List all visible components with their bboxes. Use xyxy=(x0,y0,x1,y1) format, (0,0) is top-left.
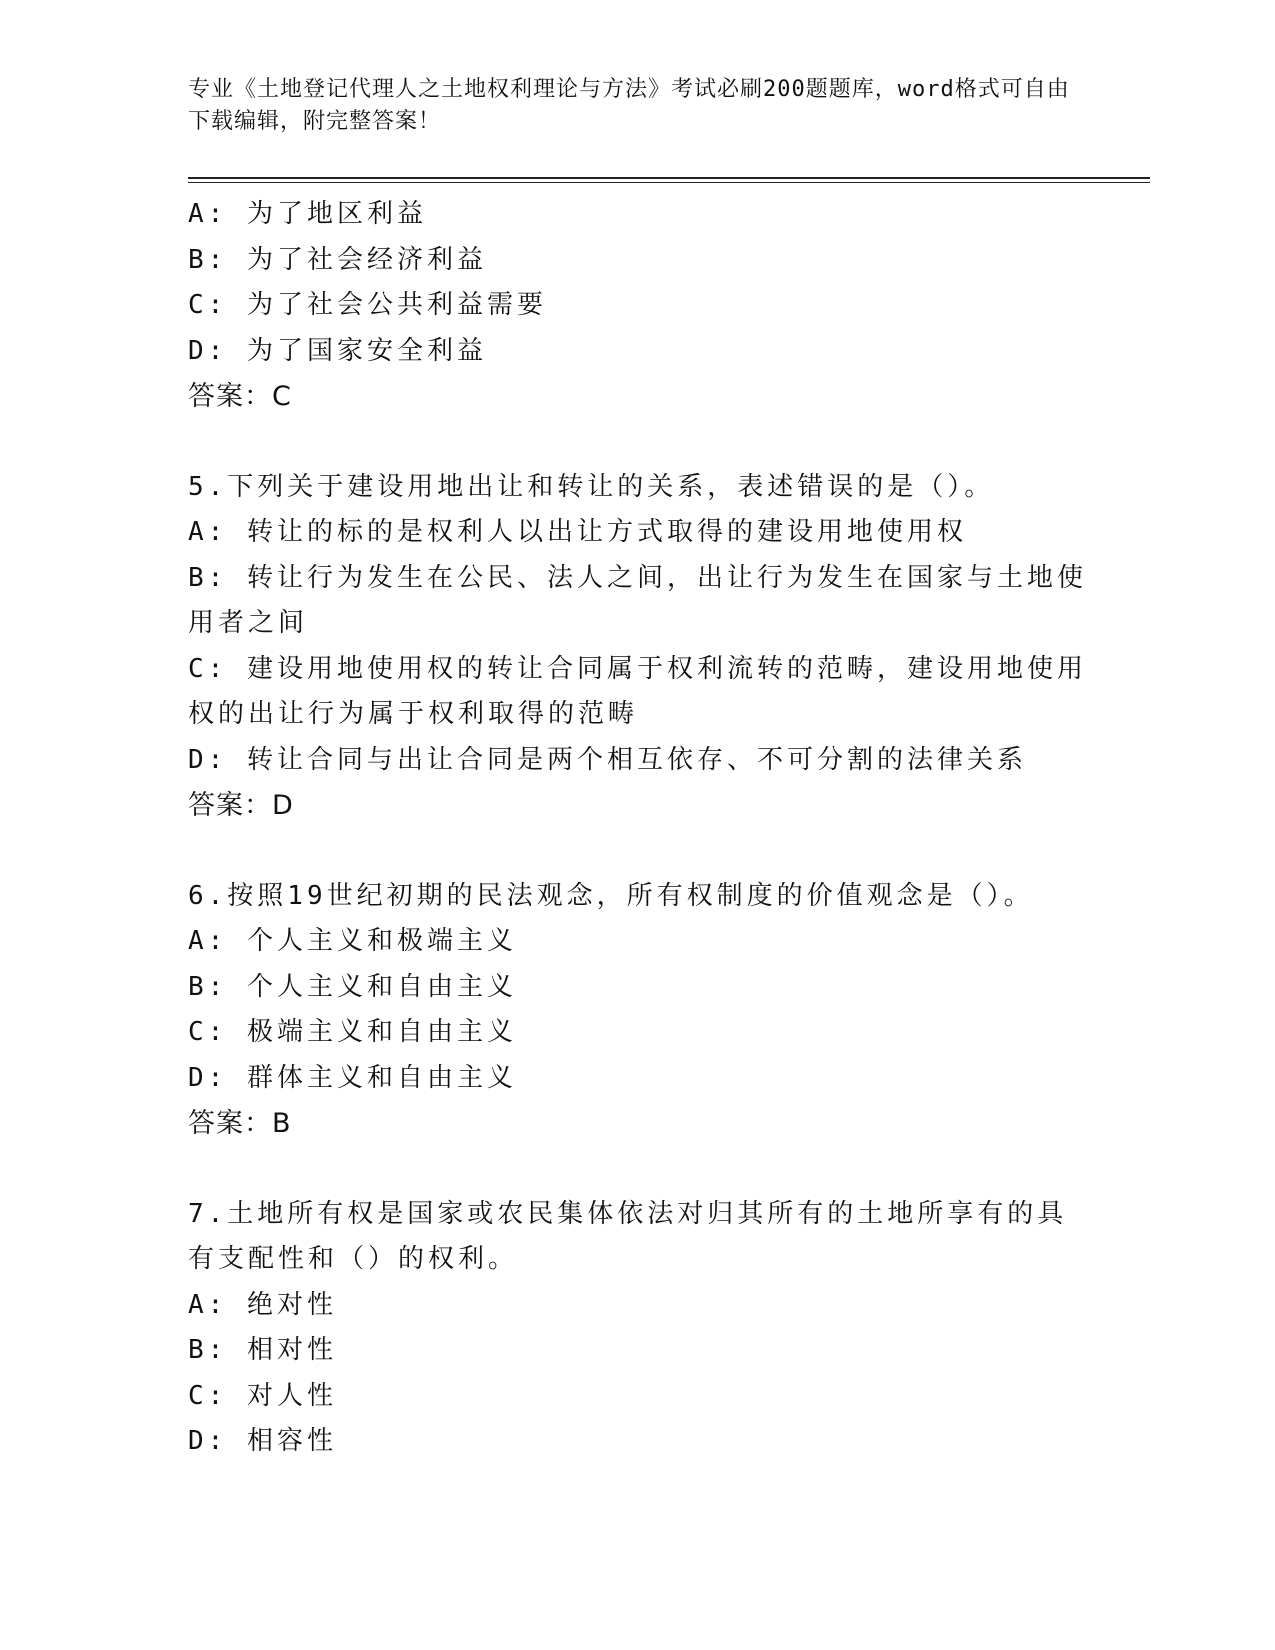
option-c: C: 对人性 xyxy=(188,1380,337,1411)
document-header: 专业《土地登记代理人之土地权利理论与方法》考试必刷200题题库，word格式可自由下载编辑，附完整答案！ xyxy=(188,77,1070,134)
question-text: 7.土地所有权是国家或农民集体依法对归其所有的土地所享有的具有支配性和（）的权利。 xyxy=(188,1198,1068,1274)
answer: 答案：B xyxy=(188,1108,292,1139)
option-a: A: 个人主义和极端主义 xyxy=(188,926,517,956)
option-c: C: 极端主义和自由主义 xyxy=(188,1017,517,1047)
question-6 xyxy=(188,874,1088,1147)
question-text: 6.按照19世纪初期的民法观念，所有权制度的价值观念是（）。 xyxy=(188,880,1034,911)
option-d: D: 相容性 xyxy=(188,1426,337,1456)
option-a: A: 转让的标的是权利人以出让方式取得的建设用地使用权 xyxy=(188,517,967,547)
spacer xyxy=(188,829,1088,874)
spacer xyxy=(188,1147,1088,1192)
answer: 答案：D xyxy=(188,790,294,821)
answer: 答案：C xyxy=(188,381,292,412)
option-a: A: 绝对性 xyxy=(188,1289,337,1320)
option-a: A: 为了地区利益 xyxy=(188,199,427,229)
question-4 xyxy=(188,192,1088,420)
spacer xyxy=(188,420,1088,465)
option-d: D: 群体主义和自由主义 xyxy=(188,1062,517,1093)
option-d: D: 为了国家安全利益 xyxy=(188,335,487,366)
option-b: B: 为了社会经济利益 xyxy=(188,244,487,275)
option-b: B: 相对性 xyxy=(188,1335,337,1365)
question-5 xyxy=(188,465,1088,829)
header-divider-thick xyxy=(188,177,1150,179)
option-c: C: 建设用地使用权的转让合同属于权利流转的范畴，建设用地使用权的出让行为属于权利取得的范畴 xyxy=(188,653,1087,729)
header-divider-thin xyxy=(188,182,1150,183)
option-b: B: 个人主义和自由主义 xyxy=(188,971,517,1002)
option-b: B: 转让行为发生在公民、法人之间，出让行为发生在国家与土地使用者之间 xyxy=(188,562,1087,638)
question-text: 5.下列关于建设用地出让和转让的关系，表述错误的是（）。 xyxy=(188,471,995,502)
question-list xyxy=(188,192,1088,1465)
option-c: C: 为了社会公共利益需要 xyxy=(188,290,547,320)
option-d: D: 转让合同与出让合同是两个相互依存、不可分割的法律关系 xyxy=(188,744,1027,775)
question-7 xyxy=(188,1192,1088,1465)
